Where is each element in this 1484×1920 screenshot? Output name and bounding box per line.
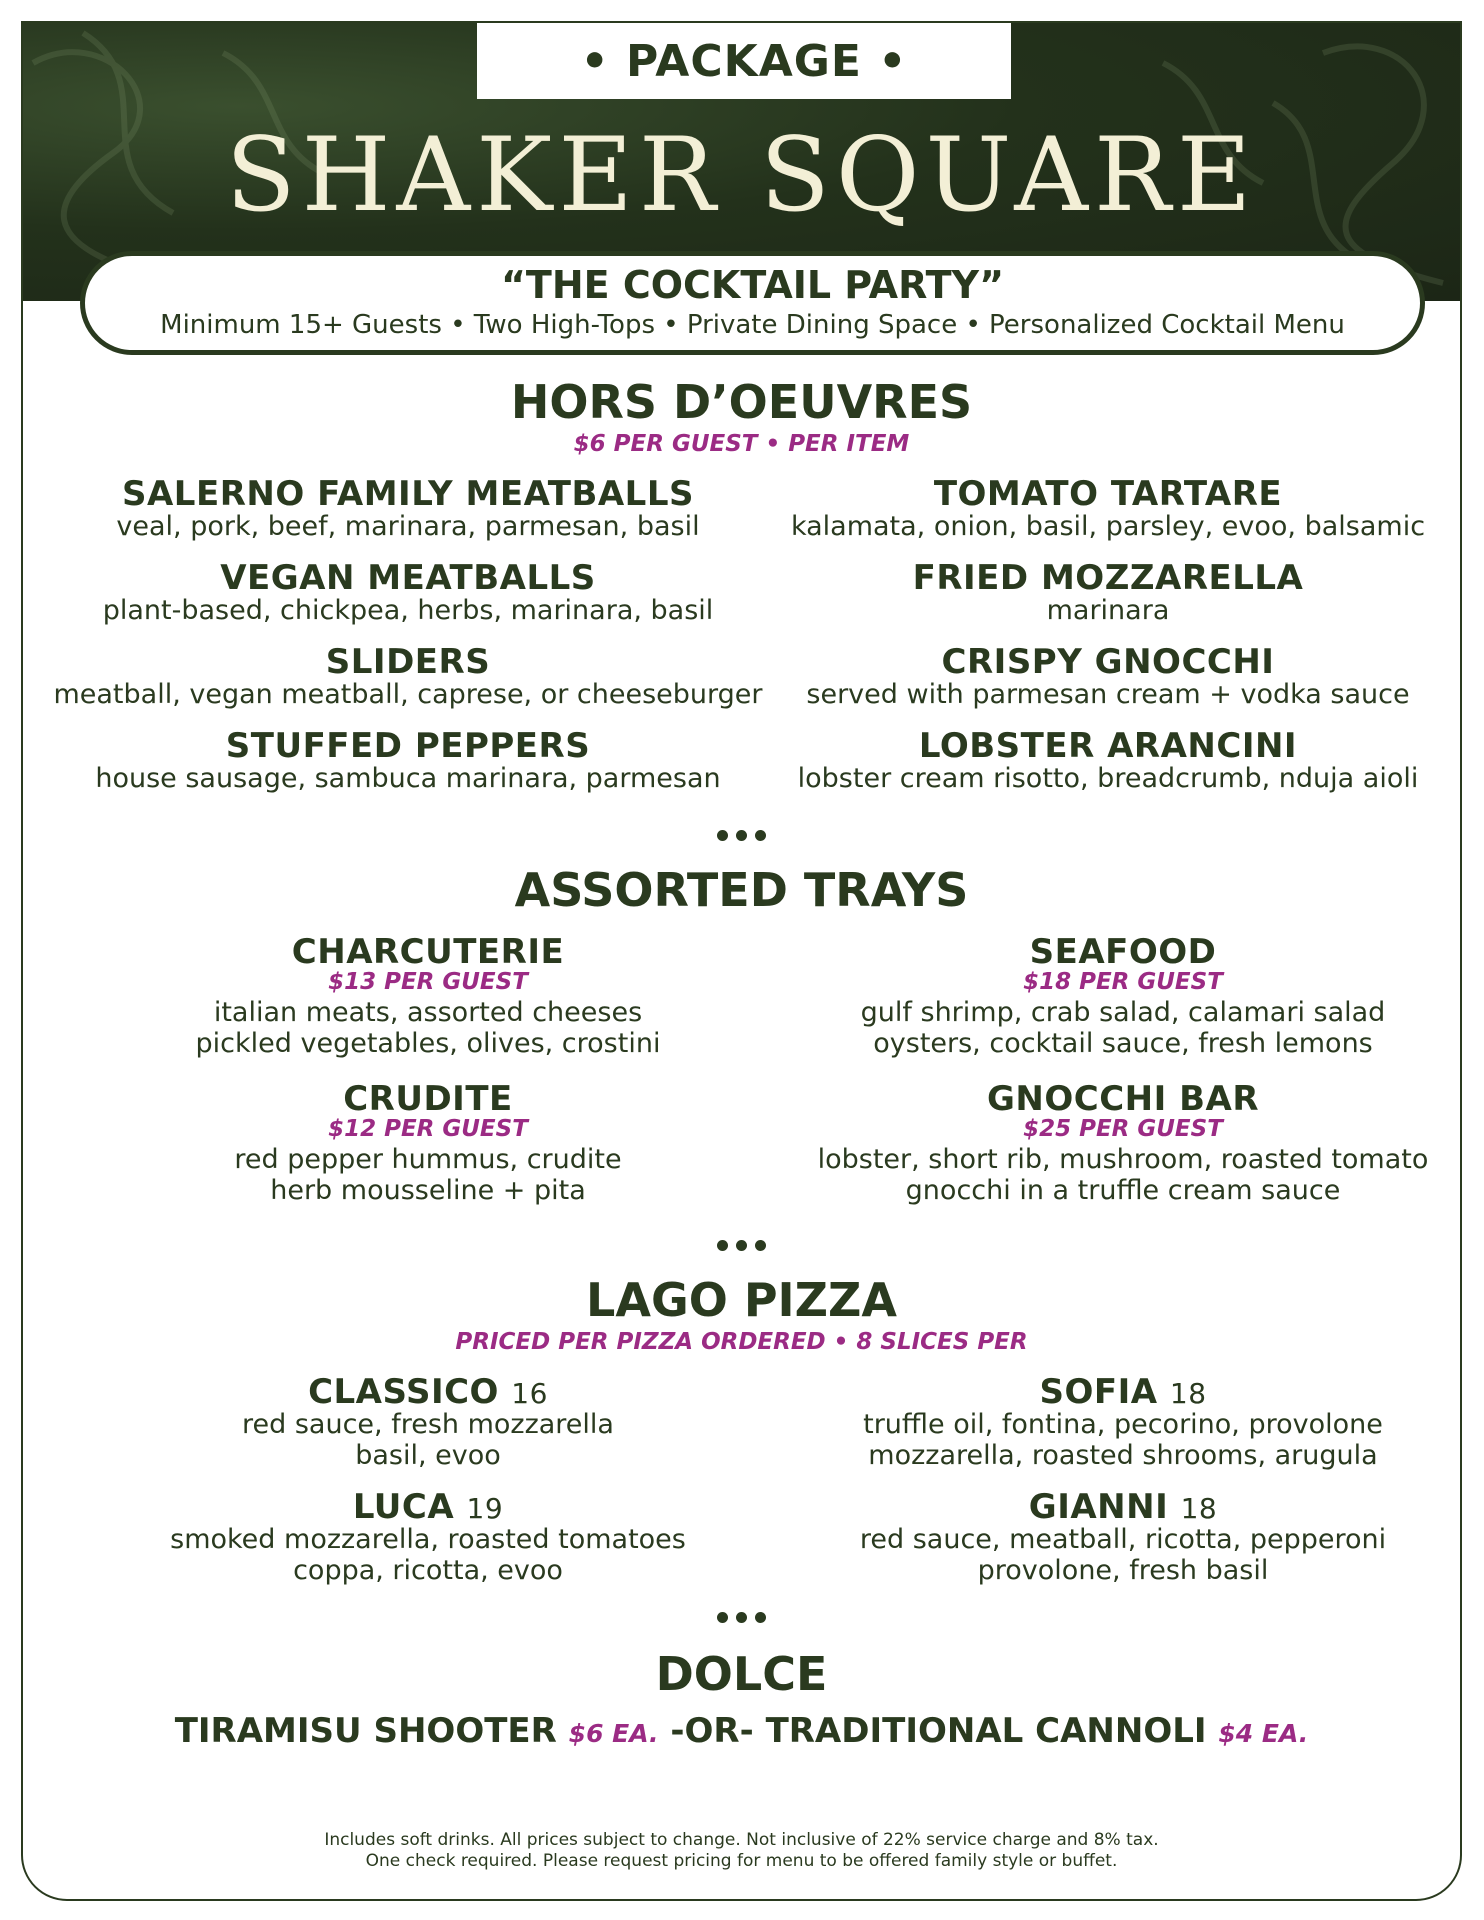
item-name: TOMATO TARTARE <box>933 474 1283 514</box>
item-desc: oysters, cocktail sauce, fresh lemons <box>873 1027 1373 1059</box>
section-divider-dots <box>23 830 1460 841</box>
menu-item <box>43 932 813 1059</box>
hors-right-column <box>773 474 1443 817</box>
section-price-hors: $6 PER GUEST • PER ITEM <box>573 431 910 457</box>
item-desc: red sauce, fresh mozzarella <box>242 1409 614 1440</box>
item-name <box>43 1487 813 1527</box>
item-desc: meatball, vegan meatball, caprese, or cheeseburger <box>53 679 763 710</box>
item-name: SEAFOOD <box>1029 932 1217 972</box>
section-divider-dots <box>23 1240 1460 1251</box>
item-desc: mozzarella, roasted shrooms, arugula <box>868 1440 1378 1472</box>
item-desc: pickled vegetables, olives, crostini <box>195 1027 661 1059</box>
package-subtitle: Minimum 15+ Guests • Two High-Tops • Private Dining Space • Personalized Cocktail Menu <box>160 309 1345 340</box>
menu-item <box>783 932 1462 1059</box>
dolce-item-tiramisu: TIRAMISU SHOOTER <box>174 1711 557 1751</box>
menu-item <box>43 1487 813 1587</box>
dolce-price-cannoli: $4 EA. <box>1218 1719 1309 1748</box>
item-desc: red sauce, meatball, ricotta, pepperoni <box>859 1524 1387 1555</box>
menu-item <box>773 642 1443 710</box>
item-price: $25 PER GUEST <box>1023 1116 1223 1142</box>
item-name: GNOCCHI BAR <box>986 1079 1260 1119</box>
menu-item <box>773 474 1443 542</box>
menu-item <box>43 642 773 710</box>
item-desc: truffle oil, fontina, pecorino, provolone <box>863 1409 1383 1440</box>
footer-line-1: Includes soft drinks. All prices subject to change. Not inclusive of 22% service charge and 8% tax. <box>324 1830 1159 1850</box>
item-desc: lobster cream risotto, breadcrumb, nduja aioli <box>797 763 1419 794</box>
item-desc: plant-based, chickpea, herbs, marinara, basil <box>102 595 714 626</box>
dolce-or: -OR- <box>670 1711 754 1751</box>
item-name: VEGAN MEATBALLS <box>220 558 596 598</box>
item-name: CHARCUTERIE <box>291 932 565 972</box>
item-desc: served with parmesan cream + vodka sauce <box>806 679 1410 710</box>
section-title-trays: ASSORTED TRAYS <box>514 863 969 917</box>
item-name: STUFFED PEPPERS <box>225 726 591 766</box>
pizza-cost: 18 <box>1169 1377 1207 1410</box>
hors-left-column <box>43 474 773 817</box>
item-desc: house sausage, sambuca marinara, parmesan <box>95 763 721 794</box>
section-title-dolce: DOLCE <box>655 1647 828 1701</box>
section-divider-dots <box>23 1612 1460 1623</box>
pizza-name: CLASSICO <box>308 1372 499 1412</box>
package-title: “THE COCKTAIL PARTY” <box>500 263 1005 307</box>
item-name: FRIED MOZZARELLA <box>912 558 1304 598</box>
item-desc: coppa, ricotta, evoo <box>293 1555 563 1587</box>
item-desc: lobster, short rib, mushroom, roasted tomato <box>817 1143 1429 1175</box>
footer-line-2: One check required. Please request pricing for menu to be offered family style or buffet. <box>365 1851 1118 1872</box>
section-price-pizza: PRICED PER PIZZA ORDERED • 8 SLICES PER <box>455 1329 1028 1355</box>
footer-notes <box>23 1830 1460 1873</box>
item-desc: gnocchi in a truffle cream sauce <box>905 1174 1341 1206</box>
item-desc: herb mousseline + pita <box>270 1174 586 1206</box>
section-title-pizza: LAGO PIZZA <box>586 1273 897 1327</box>
item-desc: kalamata, onion, basil, parsley, evoo, balsamic <box>790 511 1426 542</box>
menu-item <box>43 1372 813 1472</box>
menu-item <box>773 558 1443 626</box>
menu-item <box>43 1079 813 1206</box>
item-desc: italian meats, assorted cheeses <box>213 996 643 1028</box>
item-name: SLIDERS <box>325 642 491 682</box>
item-name: LOBSTER ARANCINI <box>918 726 1298 766</box>
pizza-right-column <box>783 1372 1462 1615</box>
item-name <box>783 1372 1462 1412</box>
item-desc: marinara <box>1046 595 1170 626</box>
item-desc: veal, pork, beef, marinara, parmesan, basil <box>116 511 700 542</box>
item-name: SALERNO FAMILY MEATBALLS <box>122 474 694 514</box>
trays-right-column <box>783 932 1462 1235</box>
menu-item <box>43 558 773 626</box>
menu-item <box>783 1372 1462 1472</box>
dolce-item-cannoli: TRADITIONAL CANNOLI <box>765 1711 1207 1751</box>
pizza-left-column <box>43 1372 813 1615</box>
menu-item <box>43 474 773 542</box>
item-name <box>43 1372 813 1412</box>
item-price: $13 PER GUEST <box>328 969 528 995</box>
item-price: $12 PER GUEST <box>328 1116 528 1142</box>
pizza-name: LUCA <box>352 1487 455 1527</box>
package-banner <box>80 251 1425 355</box>
package-tab <box>477 23 1011 99</box>
pizza-name: SOFIA <box>1039 1372 1158 1412</box>
item-desc: provolone, fresh basil <box>977 1555 1269 1587</box>
menu-item <box>773 726 1443 794</box>
package-label: • PACKAGE • <box>580 35 908 87</box>
dolce-line <box>23 1711 1460 1751</box>
item-name: CRISPY GNOCCHI <box>941 642 1275 682</box>
menu-item <box>783 1079 1462 1206</box>
menu-item <box>43 726 773 794</box>
brand-title: SHAKER SQUARE <box>225 116 1258 235</box>
item-desc: basil, evoo <box>355 1440 501 1472</box>
item-desc: red pepper hummus, crudite <box>234 1143 622 1175</box>
section-title-hors: HORS D’OEUVRES <box>510 375 973 429</box>
item-price: $18 PER GUEST <box>1023 969 1223 995</box>
item-desc: gulf shrimp, crab salad, calamari salad <box>860 996 1386 1028</box>
item-name: CRUDITE <box>343 1079 513 1119</box>
item-desc: smoked mozzarella, roasted tomatoes <box>170 1524 686 1555</box>
menu-frame <box>21 21 1462 1901</box>
pizza-cost: 18 <box>1180 1492 1218 1525</box>
pizza-name: GIANNI <box>1028 1487 1169 1527</box>
item-name <box>783 1487 1462 1527</box>
trays-left-column <box>43 932 813 1235</box>
dolce-price-tiramisu: $6 EA. <box>568 1719 659 1748</box>
pizza-cost: 19 <box>466 1492 504 1525</box>
pizza-cost: 16 <box>511 1377 548 1410</box>
menu-item <box>783 1487 1462 1587</box>
